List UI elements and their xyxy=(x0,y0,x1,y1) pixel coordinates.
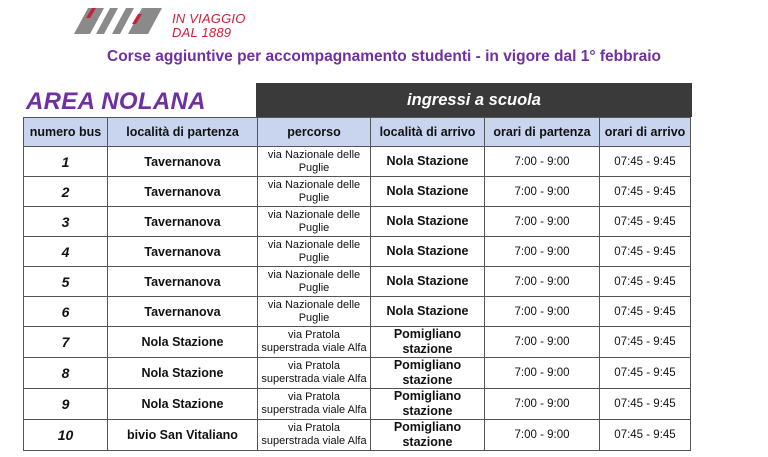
bus-number: 4 xyxy=(24,237,108,267)
table-row xyxy=(24,420,691,451)
departure-place: Tavernanova xyxy=(108,267,258,297)
section-title: ingressi a scuola xyxy=(256,83,692,117)
departure-times: 7:00 - 9:00 xyxy=(485,147,600,177)
column-header: percorso xyxy=(258,118,371,147)
arrival-times: 07:45 - 9:45 xyxy=(600,237,691,267)
route: via Nazionale delle Puglie xyxy=(258,207,371,237)
table-row xyxy=(24,297,691,327)
arrival-place: Nola Stazione xyxy=(371,207,485,237)
arrival-place: Nola Stazione xyxy=(371,147,485,177)
arrival-times: 07:45 - 9:45 xyxy=(600,147,691,177)
departure-place: Nola Stazione xyxy=(108,389,258,420)
bus-number: 8 xyxy=(24,358,108,389)
route: via Nazionale delle Puglie xyxy=(258,147,371,177)
departure-times: 7:00 - 9:00 xyxy=(485,207,600,237)
page-subtitle: Corse aggiuntive per accompagnamento studenti - in vigore dal 1° febbraio xyxy=(107,48,661,65)
route: via Pratola superstrada viale Alfa xyxy=(258,389,371,420)
route: via Nazionale delle Puglie xyxy=(258,237,371,267)
company-logo xyxy=(66,4,306,40)
departure-times: 7:00 - 9:00 xyxy=(485,177,600,207)
arrival-times: 07:45 - 9:45 xyxy=(600,297,691,327)
route: via Nazionale delle Puglie xyxy=(258,297,371,327)
departure-times: 7:00 - 9:00 xyxy=(485,237,600,267)
table-row xyxy=(24,207,691,237)
departure-times: 7:00 - 9:00 xyxy=(485,420,600,451)
bus-number: 10 xyxy=(24,420,108,451)
table-row xyxy=(24,147,691,177)
bus-number: 3 xyxy=(24,207,108,237)
departure-place: Nola Stazione xyxy=(108,327,258,358)
arrival-times: 07:45 - 9:45 xyxy=(600,389,691,420)
departure-place: Nola Stazione xyxy=(108,358,258,389)
route: via Nazionale delle Puglie xyxy=(258,267,371,297)
route: via Pratola superstrada viale Alfa xyxy=(258,358,371,389)
column-header: località di partenza xyxy=(108,118,258,147)
departure-place: Tavernanova xyxy=(108,207,258,237)
table-header-row xyxy=(24,118,691,147)
bus-number: 7 xyxy=(24,327,108,358)
column-header: numero bus xyxy=(24,118,108,147)
arrival-place: Nola Stazione xyxy=(371,237,485,267)
schedule-table xyxy=(23,117,691,451)
arrival-place: Pomigliano stazione xyxy=(371,327,485,358)
column-header: orari di arrivo xyxy=(600,118,691,147)
departure-times: 7:00 - 9:00 xyxy=(485,327,600,358)
bus-number: 1 xyxy=(24,147,108,177)
arrival-place: Pomigliano stazione xyxy=(371,420,485,451)
table-row xyxy=(24,267,691,297)
table-row xyxy=(24,177,691,207)
table-row xyxy=(24,358,691,389)
arrival-place: Pomigliano stazione xyxy=(371,358,485,389)
bus-number: 5 xyxy=(24,267,108,297)
departure-times: 7:00 - 9:00 xyxy=(485,358,600,389)
route: via Pratola superstrada viale Alfa xyxy=(258,420,371,451)
arrival-times: 07:45 - 9:45 xyxy=(600,177,691,207)
departure-place: Tavernanova xyxy=(108,147,258,177)
column-header: località di arrivo xyxy=(371,118,485,147)
arrival-times: 07:45 - 9:45 xyxy=(600,207,691,237)
bus-number: 2 xyxy=(24,177,108,207)
bus-number: 9 xyxy=(24,389,108,420)
arrival-times: 07:45 - 9:45 xyxy=(600,327,691,358)
arrival-times: 07:45 - 9:45 xyxy=(600,267,691,297)
departure-place: Tavernanova xyxy=(108,177,258,207)
bus-number: 6 xyxy=(24,297,108,327)
route: via Nazionale delle Puglie xyxy=(258,177,371,207)
departure-times: 7:00 - 9:00 xyxy=(485,389,600,420)
table-row xyxy=(24,389,691,420)
departure-place: Tavernanova xyxy=(108,237,258,267)
arrival-place: Nola Stazione xyxy=(371,267,485,297)
column-header: orari di partenza xyxy=(485,118,600,147)
departure-place: bivio San Vitaliano xyxy=(108,420,258,451)
table-row xyxy=(24,237,691,267)
departure-place: Tavernanova xyxy=(108,297,258,327)
table-row xyxy=(24,327,691,358)
departure-times: 7:00 - 9:00 xyxy=(485,297,600,327)
area-title: AREA NOLANA xyxy=(26,88,206,115)
arrival-times: 07:45 - 9:45 xyxy=(600,358,691,389)
arrival-times: 07:45 - 9:45 xyxy=(600,420,691,451)
arrival-place: Pomigliano stazione xyxy=(371,389,485,420)
route: via Pratola superstrada viale Alfa xyxy=(258,327,371,358)
fs-logo-icon xyxy=(66,4,166,40)
arrival-place: Nola Stazione xyxy=(371,297,485,327)
logo-tagline: IN VIAGGIO DAL 1889 xyxy=(172,11,246,40)
arrival-place: Nola Stazione xyxy=(371,177,485,207)
departure-times: 7:00 - 9:00 xyxy=(485,267,600,297)
